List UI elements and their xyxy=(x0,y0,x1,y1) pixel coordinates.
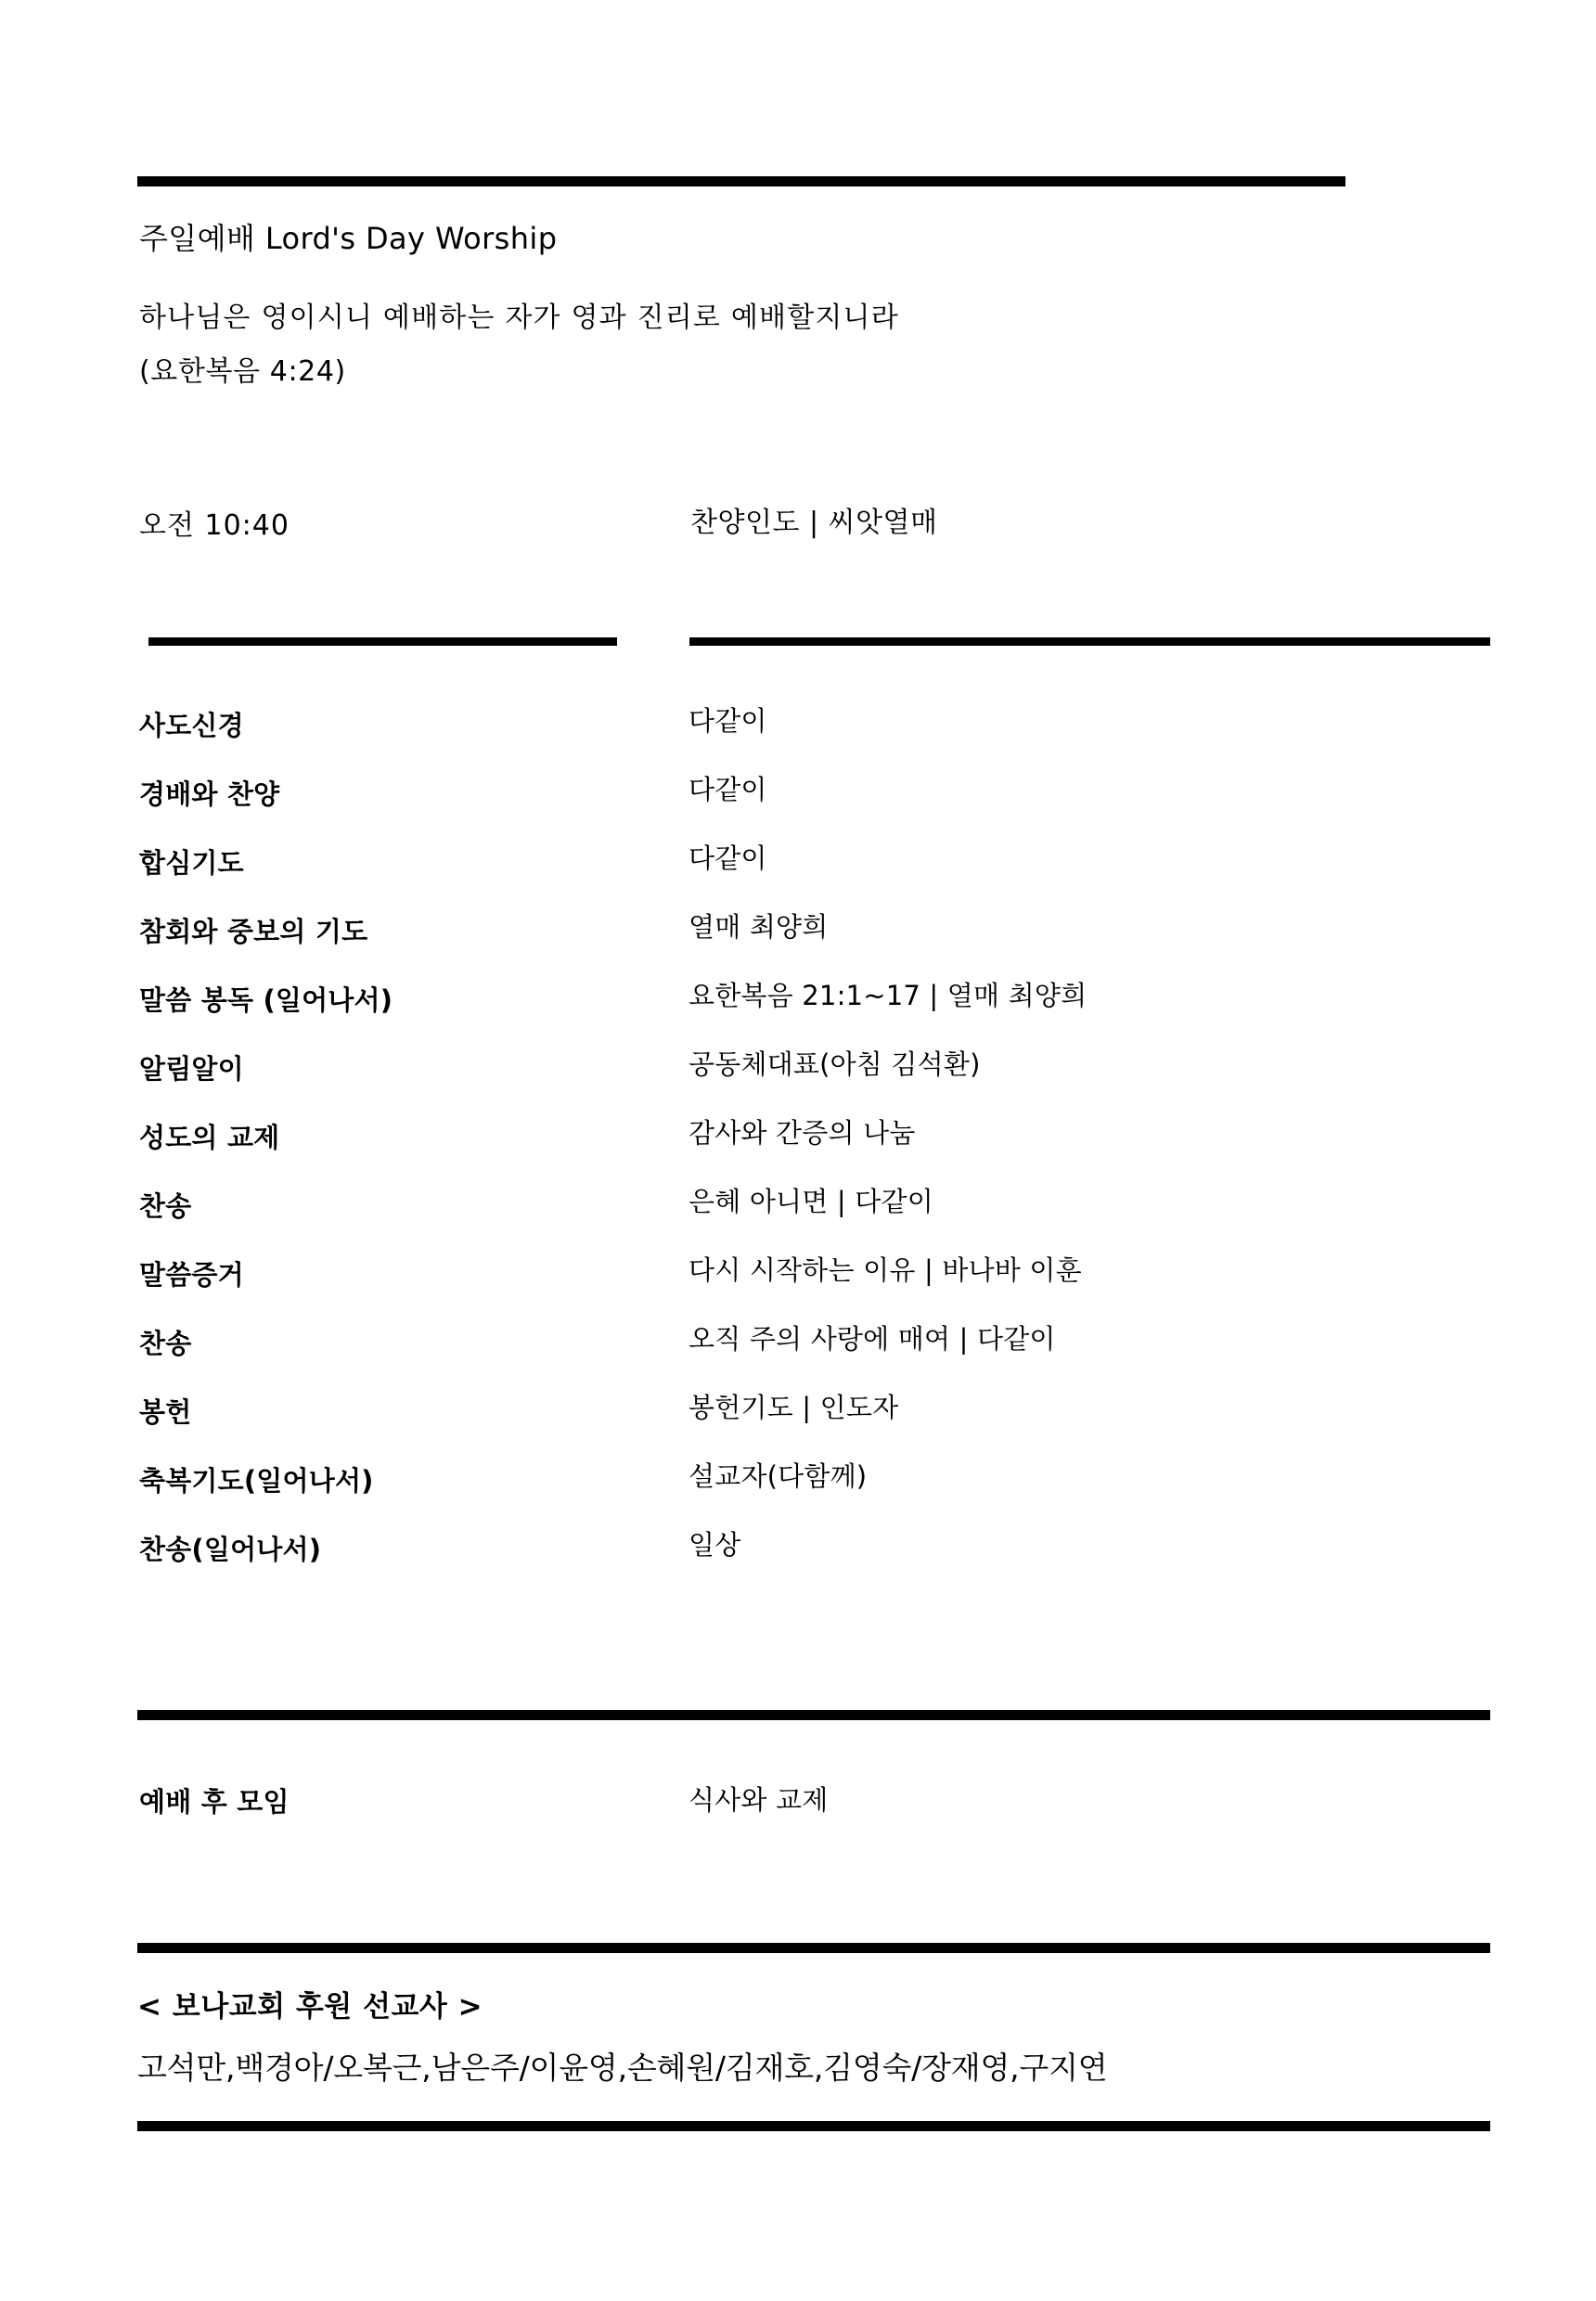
order-item-label: 축복기도(일어나서) xyxy=(139,1465,374,1497)
order-item-value: 요한복음 21:1~17 | 열매 최양희 xyxy=(689,980,1088,1011)
order-row xyxy=(139,1460,1490,1529)
order-row xyxy=(139,774,1490,842)
order-item-value: 다같이 xyxy=(689,774,767,805)
order-row xyxy=(139,1392,1490,1460)
order-row xyxy=(139,980,1490,1048)
scripture-reference: (요한복음 4:24) xyxy=(139,355,346,388)
order-item-label: 찬송 xyxy=(139,1328,192,1359)
order-item-value: 오직 주의 사랑에 매여 | 다같이 xyxy=(689,1323,1056,1355)
divider-top xyxy=(137,176,1345,186)
order-row xyxy=(139,1186,1490,1254)
order-row xyxy=(139,1323,1490,1392)
order-item-label: 알림알이 xyxy=(139,1053,244,1085)
missionaries-title: < 보나교회 후원 선교사 > xyxy=(137,1990,483,2024)
order-item-label: 사도신경 xyxy=(139,710,244,741)
missionaries-names: 고석만,백경아/오복근,남은주/이윤영,손혜원/김재호,김영숙/장재영,구지연 xyxy=(137,2050,1108,2086)
divider-bottom xyxy=(137,2121,1490,2131)
order-item-value: 다같이 xyxy=(689,705,767,737)
divider-right-column xyxy=(689,637,1490,646)
order-of-service-list xyxy=(139,705,1490,1598)
divider-left-column xyxy=(148,637,617,646)
order-row xyxy=(139,1529,1490,1598)
order-item-label: 말씀 봉독 (일어나서) xyxy=(139,984,393,1016)
order-item-value: 다시 시작하는 이유 | 바나바 이훈 xyxy=(689,1254,1082,1286)
order-item-label: 성도의 교제 xyxy=(139,1122,280,1153)
order-item-value: 열매 최양희 xyxy=(689,911,829,943)
order-item-label: 봉헌 xyxy=(139,1396,192,1428)
order-item-label: 말씀증거 xyxy=(139,1259,244,1291)
order-item-label: 경배와 찬양 xyxy=(139,778,280,810)
order-item-label: 참회와 중보의 기도 xyxy=(139,916,368,947)
after-worship-value: 식사와 교제 xyxy=(689,1784,829,1816)
order-item-value: 일상 xyxy=(689,1529,741,1561)
order-item-value: 다같이 xyxy=(689,842,767,874)
order-row xyxy=(139,842,1490,911)
order-item-value: 설교자(다함께) xyxy=(689,1460,868,1492)
scripture-verse-line-1: 하나님은 영이시니 예배하는 자가 영과 진리로 예배할지니라 xyxy=(139,302,899,334)
order-item-label: 합심기도 xyxy=(139,847,244,879)
praise-leader: 찬양인도 | 씨앗열매 xyxy=(690,507,938,539)
order-row xyxy=(139,1117,1490,1186)
page-title: 주일예배 Lord's Day Worship xyxy=(139,221,558,256)
order-item-label: 찬송 xyxy=(139,1190,192,1222)
divider-before-missionaries xyxy=(137,1943,1490,1953)
order-row xyxy=(139,911,1490,980)
order-item-label: 찬송(일어나서) xyxy=(139,1534,322,1565)
service-time: 오전 10:40 xyxy=(139,509,290,542)
divider-after-order xyxy=(137,1710,1490,1720)
order-row xyxy=(139,705,1490,774)
order-item-value: 감사와 간증의 나눔 xyxy=(689,1117,916,1149)
order-item-value: 은혜 아니면 | 다같이 xyxy=(689,1186,933,1217)
order-item-value: 공동체대표(아침 김석환) xyxy=(689,1048,981,1080)
after-worship-label: 예배 후 모임 xyxy=(139,1786,290,1818)
order-row xyxy=(139,1048,1490,1117)
order-row xyxy=(139,1254,1490,1323)
order-item-value: 봉헌기도 | 인도자 xyxy=(689,1392,899,1423)
